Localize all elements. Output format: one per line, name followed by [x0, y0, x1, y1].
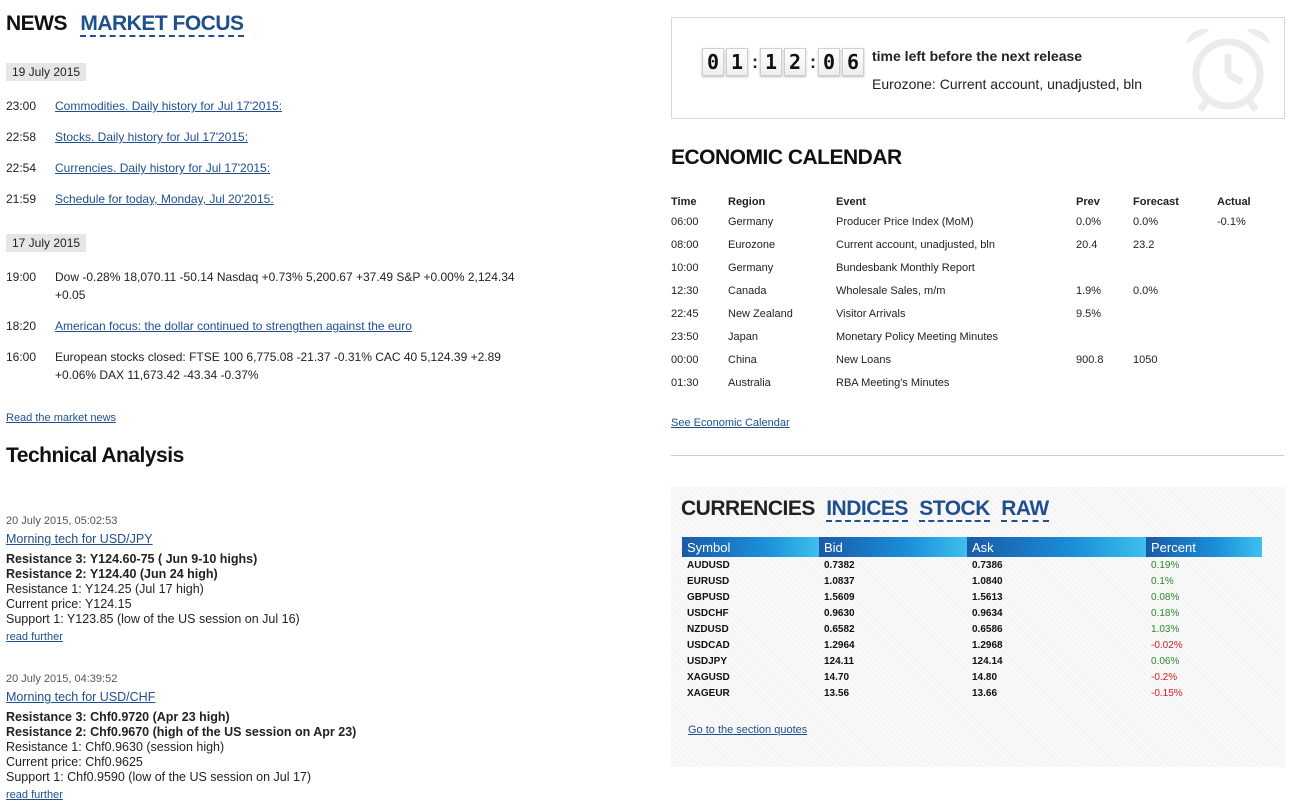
news-item: [6, 317, 516, 335]
news-link[interactable]: American focus: the dollar continued to strengthen against the euro: [55, 319, 412, 333]
resistance-3: Resistance 3: Y124.60-75 ( Jun 9-10 highs): [6, 552, 258, 566]
cell-symbol: NZDUSD: [687, 623, 729, 635]
post-title-link[interactable]: Morning tech for USD/CHF: [6, 690, 156, 704]
news-time: 23:00: [6, 99, 37, 113]
col-region: Region: [728, 196, 766, 208]
cell-time: 12:30: [671, 284, 699, 297]
cell-prev: 900.8: [1076, 353, 1104, 366]
alarm-clock-icon: [1178, 22, 1278, 114]
calendar-row: [671, 233, 1283, 256]
cell-percent: 0.06%: [1151, 655, 1180, 667]
news-item: [6, 97, 516, 115]
cell-event: Producer Price Index (MoM): [836, 215, 974, 228]
cell-percent: 0.19%: [1151, 559, 1180, 571]
post-timestamp: 20 July 2015, 05:02:53: [6, 515, 118, 527]
resistance-3: Resistance 3: Chf0.9720 (Apr 23 high): [6, 710, 230, 724]
tab-stock[interactable]: STOCK: [919, 497, 990, 520]
cell-symbol: USDCHF: [687, 607, 729, 619]
quote-row[interactable]: [682, 573, 1262, 589]
col-event: Event: [836, 196, 866, 208]
quote-row[interactable]: [682, 621, 1262, 637]
digit: 2: [784, 48, 806, 76]
news-time: 16:00: [6, 350, 37, 364]
cell-percent: 0.1%: [1151, 575, 1174, 587]
news-time: 19:00: [6, 270, 37, 284]
cell-symbol: AUDUSD: [687, 559, 730, 571]
resistance-2: Resistance 2: Y124.40 (Jun 24 high): [6, 567, 218, 581]
release-countdown: [671, 17, 1285, 119]
quotes-tabs: [681, 497, 1049, 521]
col-prev: Prev: [1076, 196, 1100, 208]
col-actual: Actual: [1217, 196, 1251, 208]
cell-bid: 13.56: [824, 687, 850, 699]
read-further-link[interactable]: read further: [6, 631, 63, 643]
quotes-widget: [671, 487, 1285, 767]
section-divider: [671, 455, 1284, 456]
cell-symbol: XAGEUR: [687, 687, 730, 699]
cell-symbol: EURUSD: [687, 575, 730, 587]
cell-time: 00:00: [671, 353, 699, 366]
cell-event: Current account, unadjusted, bln: [836, 238, 995, 251]
cell-ask: 1.0840: [972, 575, 1003, 587]
calendar-row: [671, 302, 1283, 325]
resistance-2: Resistance 2: Chf0.9670 (high of the US session on Apr 23): [6, 725, 357, 739]
economic-calendar-table: [671, 194, 1283, 394]
news-tabs: [6, 12, 244, 36]
go-to-quotes-link[interactable]: Go to the section quotes: [688, 724, 808, 736]
digit: 1: [726, 48, 748, 76]
cell-actual: [1217, 325, 1283, 348]
calendar-row: [671, 371, 1283, 394]
cell-bid: 1.5609: [824, 591, 855, 603]
calendar-header-row: [671, 194, 1283, 210]
tab-indices[interactable]: INDICES: [826, 497, 908, 520]
cell-event: Bundesbank Monthly Report: [836, 261, 975, 274]
post-title-link[interactable]: Morning tech for USD/JPY: [6, 532, 153, 546]
quote-row[interactable]: [682, 685, 1262, 701]
cell-bid: 14.70: [824, 671, 850, 683]
cell-time: 08:00: [671, 238, 699, 251]
cell-region: New Zealand: [728, 307, 793, 320]
news-text: Dow -0.28% 18,070.11 -50.14 Nasdaq +0.73% 5,200.67 +37.49 S&P +0.00% 2,124.34 +0.05: [55, 270, 515, 302]
tab-currencies[interactable]: CURRENCIES: [681, 497, 815, 520]
cell-percent: 0.18%: [1151, 607, 1180, 619]
col-ask: Ask: [967, 537, 1146, 557]
economic-calendar-title: ECONOMIC CALENDAR: [671, 146, 902, 169]
cell-ask: 1.5613: [972, 591, 1003, 603]
cell-region: Canada: [728, 284, 767, 297]
calendar-row: [671, 279, 1283, 302]
news-link[interactable]: Stocks. Daily history for Jul 17'2015:: [55, 130, 249, 144]
calendar-row: [671, 325, 1283, 348]
tab-raw[interactable]: RAW: [1001, 497, 1049, 520]
cell-region: Germany: [728, 261, 774, 274]
cell-ask: 13.66: [972, 687, 998, 699]
cell-event: RBA Meeting's Minutes: [836, 376, 950, 389]
cell-time: 06:00: [671, 215, 699, 228]
cell-forecast: 23.2: [1133, 238, 1155, 251]
post-timestamp: 20 July 2015, 04:39:52: [6, 673, 118, 685]
cell-event: Visitor Arrivals: [836, 307, 906, 320]
cell-ask: 1.2968: [972, 639, 1003, 651]
quote-row[interactable]: [682, 637, 1262, 653]
digit: 6: [842, 48, 864, 76]
ta-post-usdchf: [6, 672, 526, 803]
cell-forecast: 0.0%: [1133, 215, 1159, 228]
cell-prev: 1.9%: [1076, 284, 1102, 297]
cell-bid: 0.6582: [824, 623, 855, 635]
cell-forecast: 0.0%: [1133, 284, 1159, 297]
cell-prev: [1076, 325, 1133, 348]
cell-forecast: [1133, 302, 1217, 325]
cell-percent: 0.08%: [1151, 591, 1180, 603]
cell-symbol: GBPUSD: [687, 591, 730, 603]
quote-row[interactable]: [682, 653, 1262, 669]
cell-actual: [1217, 233, 1283, 256]
cell-time: 22:45: [671, 307, 699, 320]
quote-row[interactable]: [682, 589, 1262, 605]
date-pill: [6, 63, 86, 81]
cell-symbol: USDJPY: [687, 655, 728, 667]
news-item: [6, 159, 516, 177]
calendar-row: [671, 256, 1283, 279]
cell-forecast: [1133, 371, 1217, 394]
cell-symbol: USDCAD: [687, 639, 730, 651]
cell-actual: -0.1%: [1217, 215, 1246, 228]
cell-prev: [1076, 371, 1133, 394]
resistance-1: Resistance 1: Chf0.9630 (session high): [6, 740, 225, 754]
cell-forecast: [1133, 325, 1217, 348]
current-price: Current price: Chf0.9625: [6, 755, 143, 769]
support-1: Support 1: Y123.85 (low of the US session on Jul 16): [6, 612, 300, 626]
news-item: [6, 190, 516, 208]
cell-ask: 0.6586: [972, 623, 1003, 635]
cell-prev: 0.0%: [1076, 215, 1102, 228]
digit: 0: [818, 48, 840, 76]
cell-event: Wholesale Sales, m/m: [836, 284, 946, 297]
news-date: 17 July 2015: [6, 234, 86, 252]
support-1: Support 1: Chf0.9590 (low of the US session on Jul 17): [6, 770, 312, 784]
read-market-news-link[interactable]: Read the market news: [6, 412, 117, 424]
cell-ask: 124.14: [972, 655, 1003, 667]
technical-analysis-title: Technical Analysis: [6, 444, 184, 467]
cell-bid: 0.9630: [824, 607, 855, 619]
currency-quotes-table: [682, 537, 1262, 701]
calendar-row: [671, 210, 1283, 233]
news-text: European stocks closed: FTSE 100 6,775.08 -21.37 -0.31% CAC 40 5,124.39 +2.89 +0.06% DAX 11,673.42 -43.34 -0.37%: [55, 350, 501, 382]
digit: 1: [760, 48, 782, 76]
current-price: Current price: Y124.15: [6, 597, 132, 611]
cell-event: New Loans: [836, 353, 892, 366]
cell-actual: [1217, 279, 1283, 302]
cell-bid: 124.11: [824, 655, 855, 667]
ta-post-usdjpy: [6, 514, 526, 645]
cell-percent: -0.2%: [1151, 671, 1178, 683]
cell-event: Monetary Policy Meeting Minutes: [836, 330, 999, 343]
news-date: 19 July 2015: [6, 63, 86, 81]
news-time: 22:54: [6, 161, 37, 175]
cell-time: 01:30: [671, 376, 699, 389]
cell-region: Japan: [728, 330, 758, 343]
cell-ask: 14.80: [972, 671, 998, 683]
cell-region: Eurozone: [728, 238, 776, 251]
news-item: [6, 128, 516, 146]
cell-region: Australia: [728, 376, 771, 389]
cell-percent: -0.15%: [1151, 687, 1183, 699]
cell-prev: 20.4: [1076, 238, 1098, 251]
calendar-row: [671, 348, 1283, 371]
news-link[interactable]: Currencies. Daily history for Jul 17'2015:: [55, 161, 271, 175]
col-symbol: Symbol: [682, 537, 819, 557]
cell-symbol: XAGUSD: [687, 671, 730, 683]
tab-news[interactable]: NEWS: [6, 12, 67, 35]
news-time: 22:58: [6, 130, 37, 144]
col-bid: Bid: [819, 537, 967, 557]
col-time: Time: [671, 196, 697, 208]
cell-time: 23:50: [671, 330, 699, 343]
cell-bid: 1.0837: [824, 575, 855, 587]
countdown-heading: time left before the next release: [872, 48, 1083, 64]
see-economic-calendar-link[interactable]: See Economic Calendar: [671, 417, 790, 429]
news-link[interactable]: Commodities. Daily history for Jul 17'2015:: [55, 99, 283, 113]
cell-forecast: [1133, 256, 1217, 279]
cell-ask: 0.7386: [972, 559, 1003, 571]
digit: 0: [702, 48, 724, 76]
news-item: [6, 348, 516, 384]
cell-actual: [1217, 302, 1283, 325]
cell-region: Germany: [728, 215, 774, 228]
news-time: 21:59: [6, 192, 37, 206]
cell-prev: 9.5%: [1076, 307, 1102, 320]
cell-ask: 0.9634: [972, 607, 1003, 619]
cell-forecast: 1050: [1133, 353, 1158, 366]
cell-bid: 1.2964: [824, 639, 855, 651]
news-time: 18:20: [6, 319, 37, 333]
countdown-digits: [702, 48, 866, 76]
col-percent: Percent: [1146, 537, 1262, 557]
colon-separator: :: [810, 51, 816, 72]
news-item: [6, 268, 516, 304]
countdown-event: Eurozone: Current account, unadjusted, bln: [872, 76, 1143, 92]
quotes-header-row: [682, 537, 1262, 557]
read-further-link[interactable]: read further: [6, 789, 63, 801]
quote-row[interactable]: [682, 605, 1262, 621]
quote-row[interactable]: [682, 669, 1262, 685]
cell-actual: [1217, 256, 1283, 279]
cell-region: China: [728, 353, 757, 366]
cell-prev: [1076, 256, 1133, 279]
cell-actual: [1217, 348, 1283, 371]
cell-actual: [1217, 371, 1283, 394]
cell-bid: 0.7382: [824, 559, 855, 571]
cell-percent: -0.02%: [1151, 639, 1183, 651]
cell-percent: 1.03%: [1151, 623, 1180, 635]
date-pill: [6, 234, 86, 252]
quote-row[interactable]: [682, 557, 1262, 573]
news-link[interactable]: Schedule for today, Monday, Jul 20'2015:: [55, 192, 274, 206]
resistance-1: Resistance 1: Y124.25 (Jul 17 high): [6, 582, 204, 596]
tab-market-focus[interactable]: MARKET FOCUS: [80, 12, 244, 35]
cell-time: 10:00: [671, 261, 699, 274]
col-forecast: Forecast: [1133, 196, 1179, 208]
colon-separator: :: [752, 51, 758, 72]
